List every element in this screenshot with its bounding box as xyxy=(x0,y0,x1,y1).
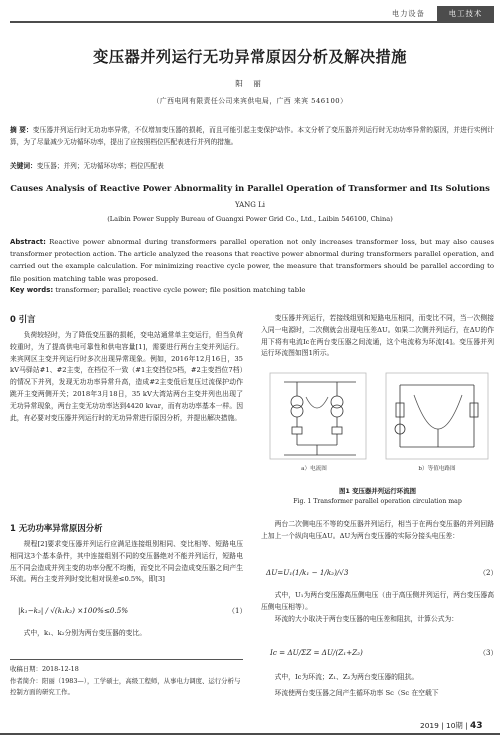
journal-name: 电力设备 xyxy=(392,9,425,18)
equation-1: |k₁−k₂| / √(k₁k₂) ×100%≤0.5% xyxy=(18,606,129,615)
keywords-cn-label: 关键词： xyxy=(10,162,37,170)
section-badge: 电工技术 xyxy=(437,6,494,21)
section-0-title: 0 引言 xyxy=(10,314,36,324)
figure-1a-label: a）电流图 xyxy=(301,466,327,472)
page-number: 43 xyxy=(470,721,483,731)
keywords-en-label: Key words: xyxy=(10,286,54,294)
right-paragraph-1: 变压器并列运行，若接线组别和短路电压相同，而变比不同，当一次侧接入同一电源时，二次侧就会出现电压差ΔU。如果二次侧并列运行，在ΔU的作用下将有电流Ic在两台变压器之间流通，这个电流称为环流[4]。变压器并列运行环流图如图1所示。 xyxy=(261,314,494,358)
section-1-paragraph: 规程[2]要求变压器并列运行应满足连接组别相同、变比相等、短路电压相同这3个基本条件，其中连接组别不同的变压器绝对不能并列运行，短路电压不同会造成并列主变的功率分配不均衡，而变比不同会造成变压器之间产生环流。两台主变并列时变比相对误差≤0.5%，即[3] xyxy=(10,540,243,584)
figure-1-caption-en: Fig. 1 Transformer parallel operation circulation map xyxy=(293,498,462,505)
page-footer: 2019 | 10期 | 43 xyxy=(420,721,483,731)
header-rule xyxy=(10,21,494,23)
author: 阳 丽 xyxy=(235,79,265,88)
circuit-current-diagram xyxy=(270,373,366,459)
equation-2: ΔU=U₁(1/k₁ − 1/k₂)/√3 xyxy=(266,568,349,577)
equation-3: Ic = ΔU/ΣZ = ΔU/(Z₁+Z₂) xyxy=(270,648,363,657)
figure-1-caption: 图1 变压器并列运行环流图 xyxy=(339,487,416,495)
page-year: 2019 xyxy=(420,721,439,730)
section-0-paragraph: 负荷较轻时，为了降低变压器的损耗，变电站通常单主变运行，但当负荷较重时，为了提高供电可靠性和供电容量[1]，需要进行两台主变并列运行。来宾网区主变并列运行时多次出现异常现象。例如，2016年12月16日，35 kV马驿站#1、#2主变，在档位不一致（#1主变挡位5档，#2主变挡位7档）的情况下并列，发现无功功率异常升高，造成#2主变低后复压过流保护动作跳开主变两侧开关；2018年3月18日，35 kV大湾站两台主变并列也出现了无功异常现象，两台主变无功功率达到4420 kvar，而有功功率基本一样。因此，有必要对变压器并列运行时的无功异常进行原因分析，并提出解决措施。 xyxy=(10,331,243,422)
right-paragraph-3: 式中，U₁为两台变压器高压侧电压（由于高压侧并列运行，两台变压器高压侧电压相等）。 xyxy=(261,591,494,611)
right-paragraph-4: 环流的大小取决于两台变压器的电压差和阻抗，计算公式为： xyxy=(274,615,459,623)
keywords-cn-text: 变压器；并列；无功循环功率；档位匹配表 xyxy=(36,162,164,170)
affiliation-en: (Laibin Power Supply Bureau of Guangxi Power Grid Co., Ltd., Laibin 546100, China) xyxy=(107,215,393,223)
right-paragraph-5: 式中，Ic为环流；Z₁、Z₂为两台变压器的阻抗。 xyxy=(274,673,419,681)
abstract-en xyxy=(10,236,494,285)
author-bio: 作者简介：阳丽（1983—），工学硕士，高级工程师，从事电力调度、运行分析与控制方面的研究工作。 xyxy=(10,677,241,696)
page-issue: 10期 xyxy=(446,721,463,730)
abstract-en-text: Reactive power abnormal during transformers parallel operation not only increases transformer loss, but may also causes transformer protection action. The article analyzed the reasons that reactive power abnormal during transformers parallel operation, and carried out the example calculation. For minimizing reactive cycle power, the measure that transformers should be parallel according to file position matching table was proposed. xyxy=(10,238,494,283)
footer-rule xyxy=(0,733,500,735)
keywords-en xyxy=(10,285,494,296)
equation-3-number: （3） xyxy=(479,649,498,657)
equation-1-note: 式中，k₁、k₂分别为两台变压器的变比。 xyxy=(23,629,147,637)
footnote-rule xyxy=(10,659,243,660)
title-en: Causes Analysis of Reactive Power Abnormality in Parallel Operation of Transformer and Its Solutions xyxy=(10,183,490,193)
equivalent-circuit-diagram xyxy=(386,373,488,459)
affiliation: （广西电网有限责任公司来宾供电局，广西 来宾 546100） xyxy=(152,97,348,105)
section-1-title: 1 无功功率异常原因分析 xyxy=(10,523,103,533)
received-date: 收稿日期：2018-12-18 xyxy=(10,665,79,673)
abstract-cn-label: 摘 要： xyxy=(10,126,33,134)
right-paragraph-6: 环流使两台变压器之间产生循环功率 Sc（Sc 在空载下 xyxy=(274,689,439,697)
keywords-en-text: transformer; parallel; reactive cycle power; file position matching table xyxy=(53,286,306,294)
keywords-cn xyxy=(10,161,494,172)
equation-2-number: （2） xyxy=(479,569,498,577)
abstract-cn-text: 变压器并列运行时无功功率异常，不仅增加变压器的损耗，而且可能引起主变保护动作。本文分析了变压器并列运行时无功功率异常的原因，并进行实例计算，为了尽量减少无功循环功率，提出了应按照档位匹配表进行并列的措施。 xyxy=(10,126,494,146)
author-en: YANG Li xyxy=(235,201,265,209)
abstract-cn xyxy=(10,125,494,148)
abstract-en-label: Abstract: xyxy=(10,238,46,246)
page-title: 变压器并列运行无功异常原因分析及解决措施 xyxy=(93,48,407,66)
equation-1-number: （1） xyxy=(228,607,247,615)
figure-1 xyxy=(262,367,494,480)
figure-1b-label: b）等值电路图 xyxy=(418,466,456,472)
right-paragraph-2: 两台二次侧电压不等的变压器并列运行，相当于在两台变压器的并列回路上加上一个纵向电压ΔU。ΔU为两台变压器的实际分接头电压差： xyxy=(261,520,494,540)
